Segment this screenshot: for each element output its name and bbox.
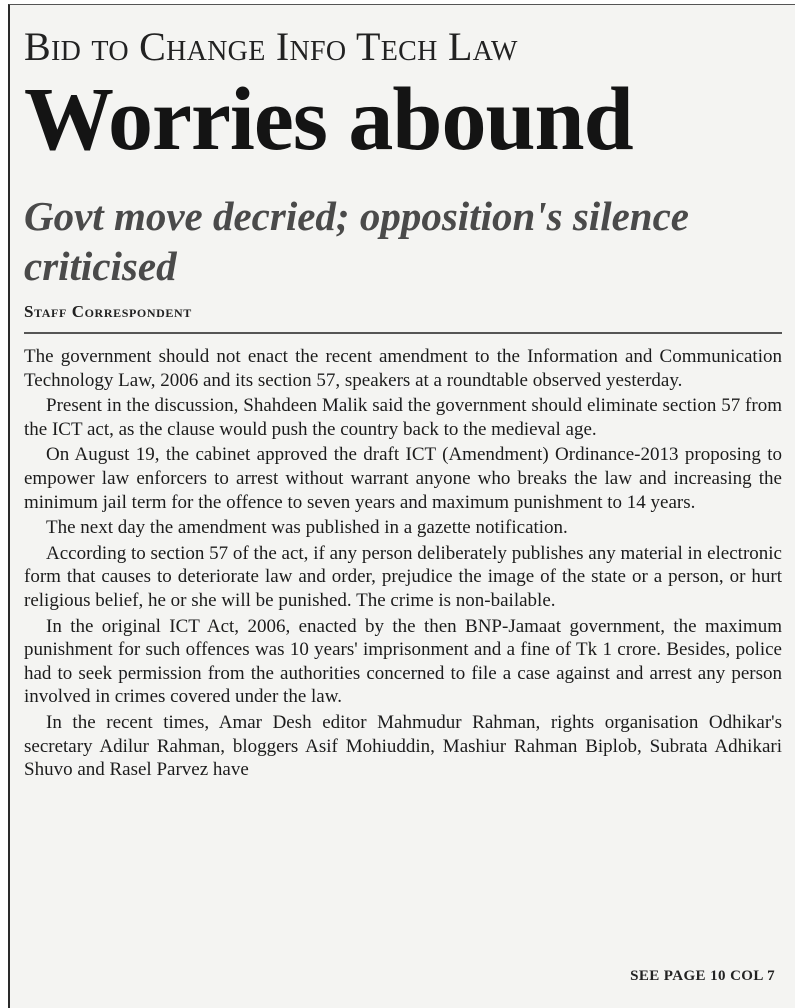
headline: Worries abound: [24, 70, 633, 169]
news-clipping: [8, 4, 795, 1008]
paragraph: In the original ICT Act, 2006, enacted by the then BNP-Jamaat government, the maximum punishment for such offences was 10 years' imprisonment and a fine of Tk 1 crore. Besides, police had to seek permission from the authorities concerned to file a case against and arrest any person involved in crimes covered under the law.: [24, 615, 782, 708]
paragraph: In the recent times, Amar Desh editor Mahmudur Rahman, rights organisation Odhikar's secretary Adilur Rahman, bloggers Asif Mohiuddin, Mashiur Rahman Biplob, Subrata Adhikari Shuvo and Rasel Parvez have: [24, 711, 782, 781]
paragraph: According to section 57 of the act, if any person deliberately publishes any material in electronic form that causes to deteriorate law and order, prejudice the image of the state or a person, or hurt religious belief, he or she will be punished. The crime is non-bailable.: [24, 542, 782, 611]
kicker-heading: Bid to Change Info Tech Law: [24, 24, 518, 69]
article-body: [24, 345, 782, 784]
byline-divider: [24, 332, 782, 334]
paragraph: On August 19, the cabinet approved the draft ICT (Amendment) Ordinance-2013 proposing to empower law enforcers to arrest without warrant anyone who breaks the law and increasing the minimum jail term for the offence to seven years and maximum punishment to 14 years.: [24, 444, 782, 513]
paragraph: The government should not enact the recent amendment to the Information and Communication Technology Law, 2006 and its section 57, speakers at a roundtable observed yesterday.: [24, 346, 782, 391]
subheadline: Govt move decried; opposition's silence criticised: [24, 193, 689, 289]
continuation-jump-line: SEE PAGE 10 COL 7: [630, 968, 775, 984]
paragraph: Present in the discussion, Shahdeen Malik said the government should eliminate section 57 from the ICT act, as the clause would push the country back to the medieval age.: [24, 395, 782, 440]
byline: Staff Correspondent: [24, 302, 192, 321]
paragraph: The next day the amendment was published in a gazette notification.: [46, 517, 568, 539]
